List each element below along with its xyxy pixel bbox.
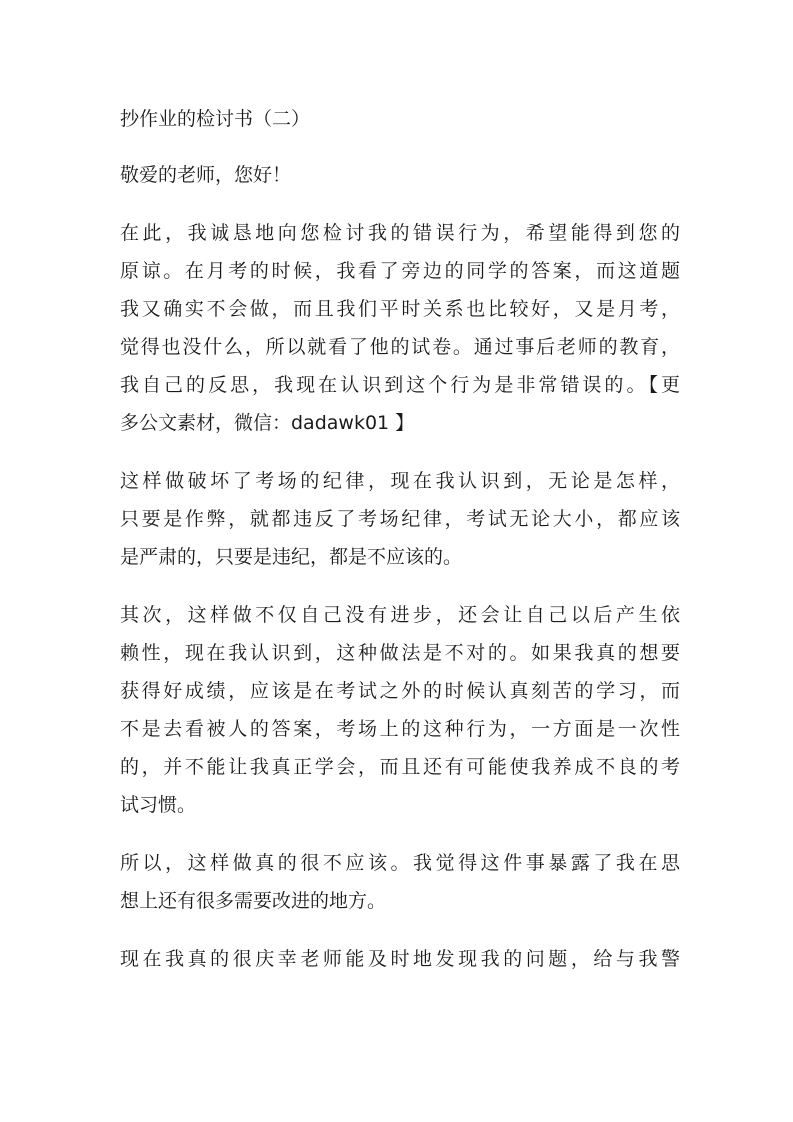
document-title [120,100,680,138]
paragraph-line: 赖性，现在我认识到，这种做法是不对的。如果我真的想要 [120,642,680,664]
greeting [120,156,680,194]
paragraph-3 [120,596,680,824]
paragraph-line: 试习惯。 [120,794,197,816]
paragraph-4 [120,844,680,920]
document-body [120,100,680,998]
paragraph-line: 想上还有很多需要改进的地方。 [120,890,387,912]
paragraph-line: 我自己的反思，我现在认识到这个行为是非常错误的。【更 [120,374,680,396]
paragraph-line: 是严肃的，只要是违纪，都是不应该的。 [120,546,463,568]
paragraph-line: 获得好成绩，应该是在考试之外的时候认真刻苦的学习，而 [120,680,680,702]
paragraph-line: 的，并不能让我真正学会，而且还有可能使我养成不良的考 [120,756,680,778]
paragraph-1 [120,214,680,442]
paragraph-line: 原谅。在月考的时候，我看了旁边的同学的答案，而这道题 [120,260,680,282]
paragraph-line: 只要是作弊，就都违反了考场纪律，考试无论大小，都应该 [120,508,680,530]
paragraph-line: 觉得也没什么，所以就看了他的试卷。通过事后老师的教育， [120,336,680,358]
paragraph-line: 在此，我诚恳地向您检讨我的错误行为，希望能得到您的 [120,222,680,244]
paragraph-line: 所以，这样做真的很不应该。我觉得这件事暴露了我在思 [120,852,680,874]
paragraph-line: 这样做破坏了考场的纪律，现在我认识到，无论是怎样， [120,470,680,492]
paragraph-line: 我又确实不会做，而且我们平时关系也比较好，又是月考， [120,298,680,320]
paragraph-line: 不是去看被人的答案，考场上的这种行为，一方面是一次性 [120,718,680,740]
paragraph-line: 多公文素材，微信：dadawk01 】 [120,412,415,434]
paragraph-2 [120,462,680,576]
title-line: 抄作业的检讨书（二） [120,108,311,130]
paragraph-5 [120,940,680,978]
paragraph-line: 其次，这样做不仅自己没有进步，还会让自己以后产生依 [120,604,680,626]
paragraph-line: 现在我真的很庆幸老师能及时地发现我的问题，给与我警 [120,948,680,970]
greeting-line: 敬爱的老师，您好！ [120,164,292,186]
